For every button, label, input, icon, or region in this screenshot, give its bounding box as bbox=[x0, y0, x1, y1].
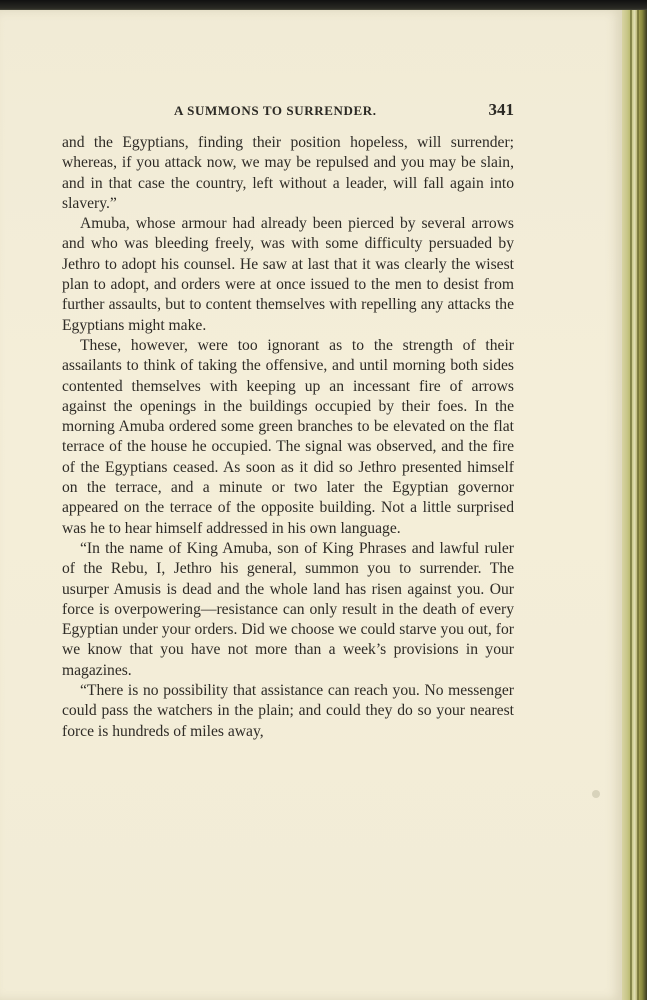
page-number: 341 bbox=[488, 100, 514, 119]
paragraph: These, however, were too ignorant as to the strength of their assailants to think of taking the offensive, and until morning both sides contented themselves with keeping up an incessant fire of arrows against the openings in the buildings occupied by their foes. In the morning Amuba ordered some green branches to be elevated on the flat terrace of the house he occupied. The signal was observed, and the fire of the Egyptians ceased. As soon as it did so Jethro presented himself on the terrace, and a minute or two later the Egyptian governor appeared on the terrace of the opposite building. Not a little surprised was he to hear himself addressed in his own language. bbox=[62, 336, 514, 537]
gutter-line bbox=[637, 10, 639, 1000]
body-text bbox=[62, 133, 514, 742]
paragraph: and the Egyptians, finding their position hopeless, will surrender; whereas, if you attack now, we may be repulsed and you may be slain, and in that case the country, left without a leader, will fall again into slavery.” bbox=[62, 134, 514, 212]
paper-smudge bbox=[592, 790, 600, 798]
running-title: A SUMMONS TO SURRENDER. bbox=[174, 103, 377, 118]
book-gutter bbox=[622, 10, 647, 1000]
paragraph: “There is no possibility that assistance can reach you. No messenger could pass the watchers in the plain; and could they do so your nearest force is hundreds of miles away, bbox=[62, 682, 514, 740]
gutter-line bbox=[630, 10, 632, 1000]
page-header bbox=[62, 100, 514, 123]
paragraph: Amuba, whose armour had already been pierced by several arrows and who was bleeding freely, was with some difficulty persuaded by Jethro to adopt his counsel. He saw at last that it was clearly the wisest plan to adopt, and orders were at once issued to the men to desist from further assaults, but to content themselves with repelling any attacks the Egyptians might make. bbox=[62, 215, 514, 334]
paragraph: “In the name of King Amuba, son of King Phrases and lawful ruler of the Rebu, I, Jethro his general, summon you to surrender. The usurper Amusis is dead and the whole land has risen against you. Our force is overpowering—resistance can only result in the death of every Egyptian under your orders. Did we choose we could starve you out, for we know that you have not more than a week’s provisions in your magazines. bbox=[62, 539, 514, 679]
